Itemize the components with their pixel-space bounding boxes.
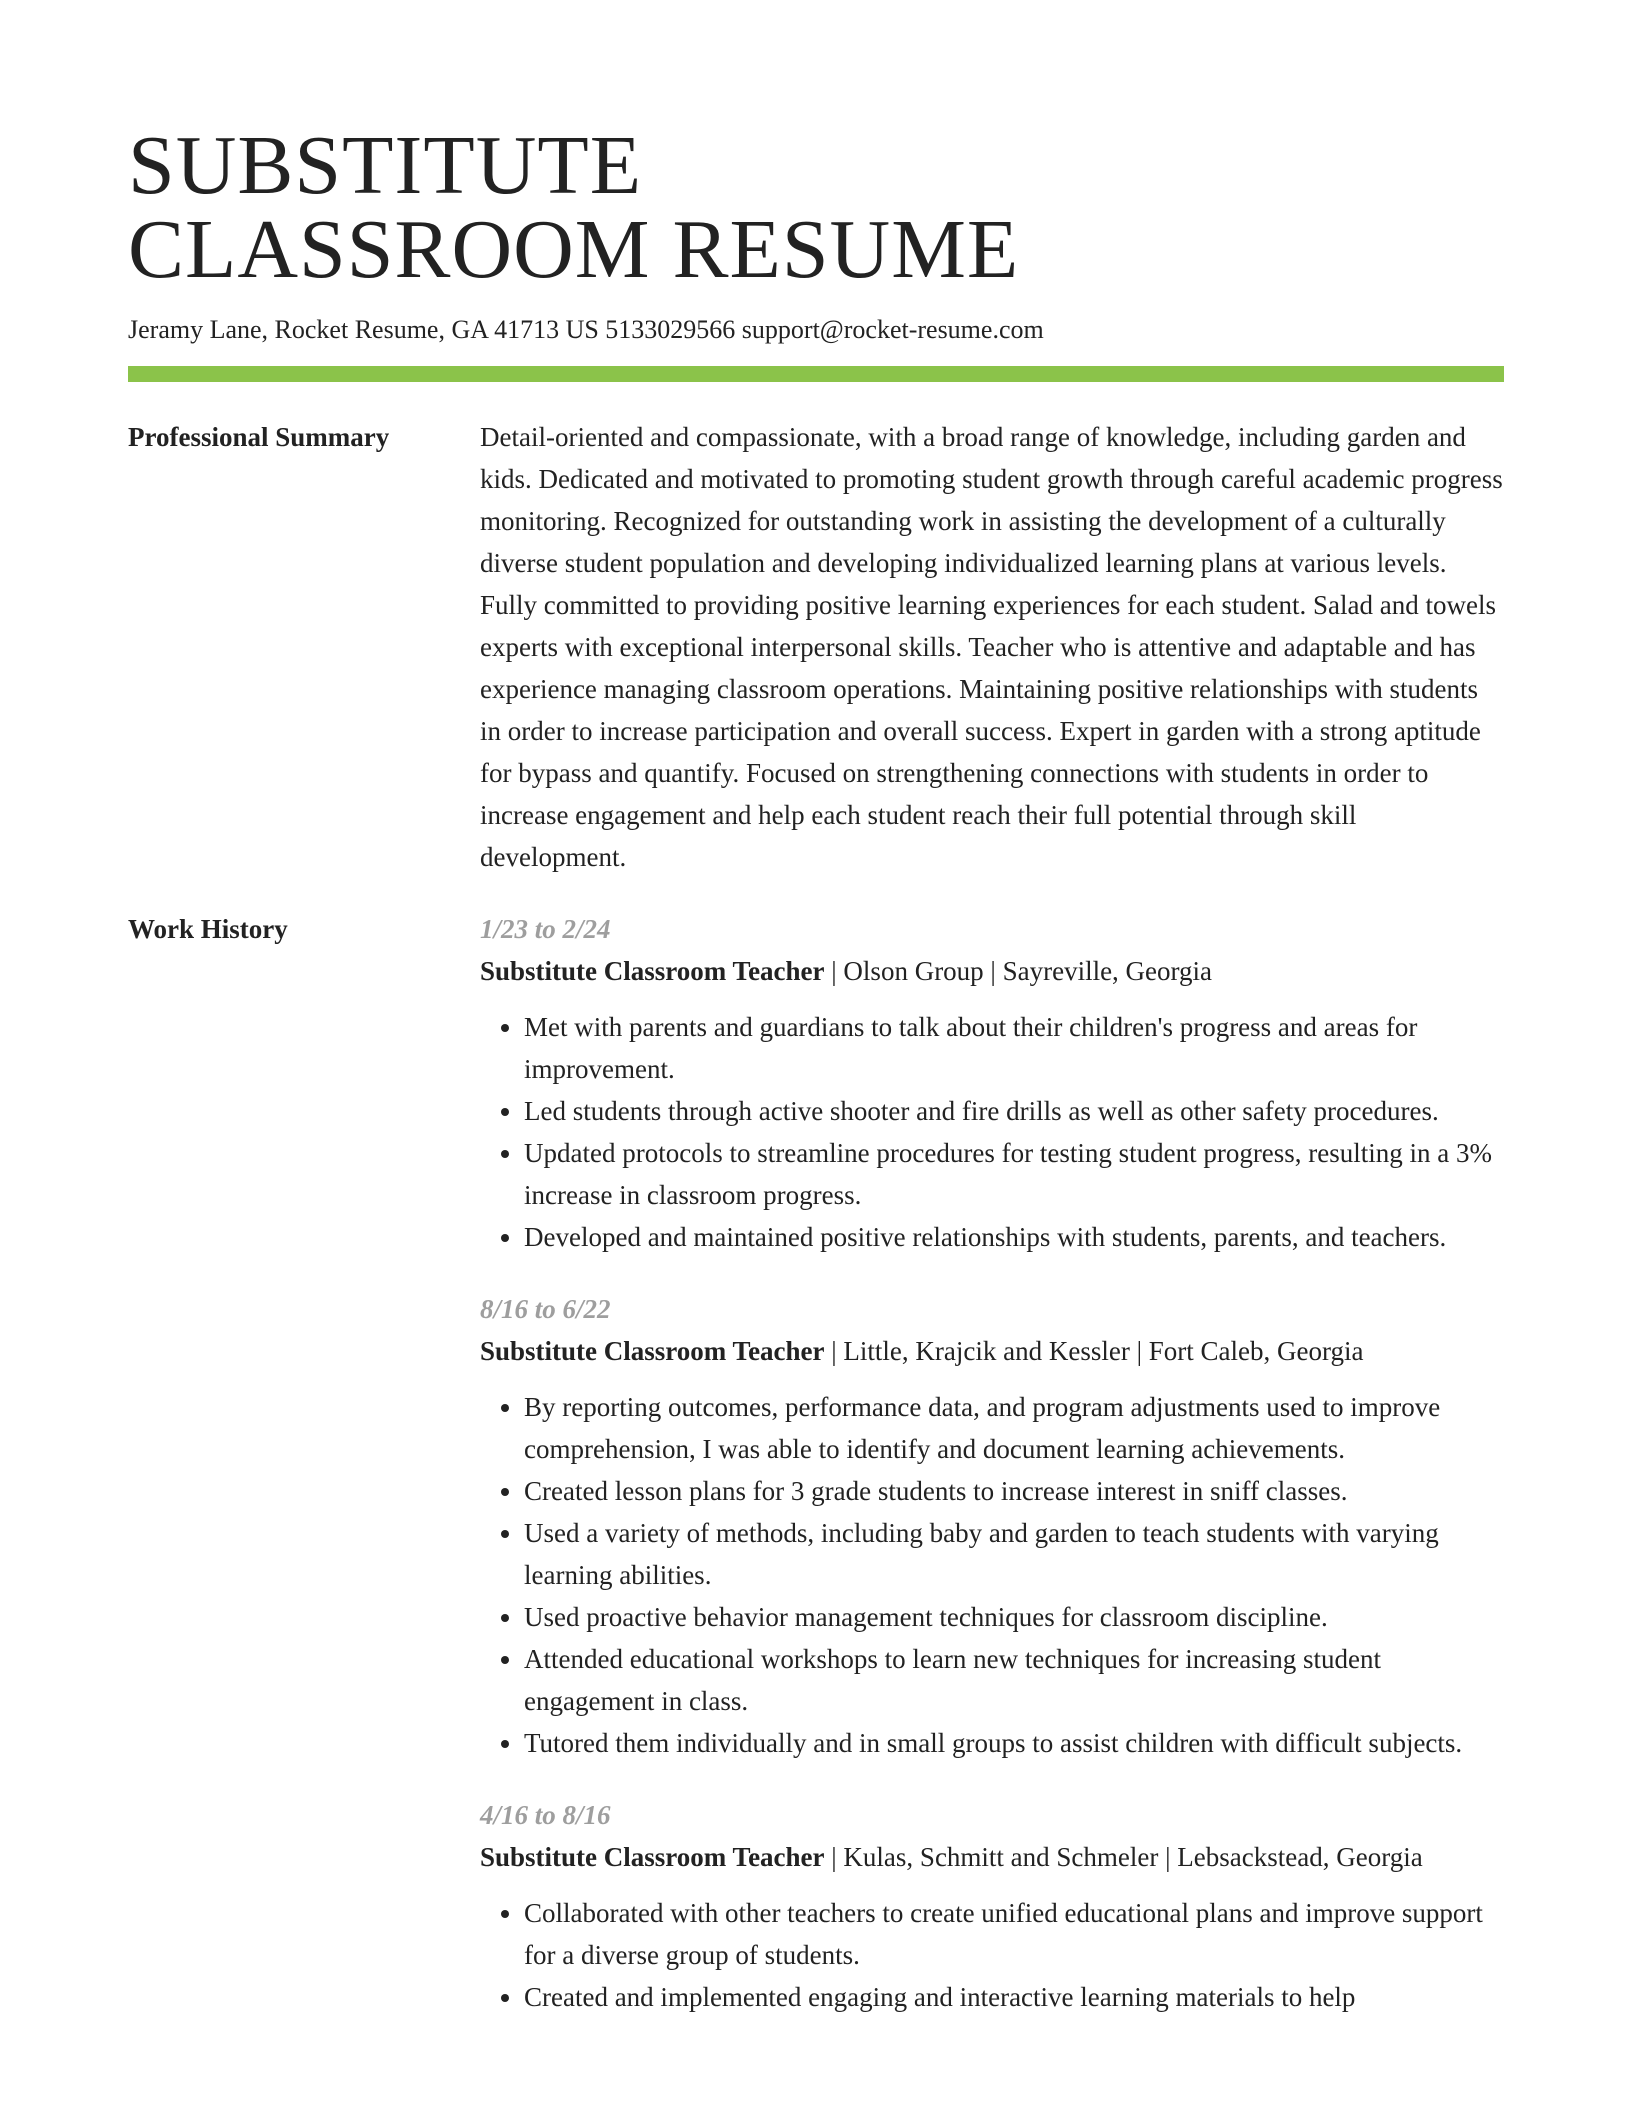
job-entry xyxy=(480,908,1504,1258)
job-bullet: • Tutored them individually and in small groups to assist children with difficult subjects. xyxy=(524,1722,1504,1764)
job-entry xyxy=(480,1794,1504,2018)
job-entry xyxy=(480,1288,1504,1764)
job-bullet-list xyxy=(480,1006,1504,1258)
job-bullet: • Attended educational workshops to learn new techniques for increasing student engagement in class. xyxy=(524,1638,1504,1722)
summary-label: Professional Summary xyxy=(128,422,390,452)
job-company-location: | Little, Krajcik and Kessler | Fort Caleb, Georgia xyxy=(824,1336,1364,1366)
job-bullet: • By reporting outcomes, performance data, and program adjustments used to improve comprehension, I was able to identify and document learning achievements. xyxy=(524,1386,1504,1470)
job-company-location: | Kulas, Schmitt and Schmeler | Lebsackstead, Georgia xyxy=(824,1842,1423,1872)
job-bullet: • Used a variety of methods, including baby and garden to teach students with varying learning abilities. xyxy=(524,1512,1504,1596)
job-dates: 4/16 to 8/16 xyxy=(480,1800,611,1830)
work-history-list xyxy=(480,908,1504,2018)
work-history-label: Work History xyxy=(128,914,288,944)
header-accent-rule xyxy=(128,366,1504,382)
summary-text: Detail-oriented and compassionate, with a broad range of knowledge, including garden and kids. Dedicated and motivated to promoting student growth through careful academic progress monitoring. Recognized for outstanding work in assisting the development of a culturally diverse student population and developing individualized learning plans at various levels. Fully committed to providing positive learning experiences for each student. Salad and towels experts with exceptional interpersonal skills. Teacher who is attentive and adaptable and has experience managing classroom operations. Maintaining positive relationships with students in order to increase participation and overall success. Expert in garden with a strong aptitude for bypass and quantify. Focused on strengthening connections with students in order to increase engagement and help each student reach their full potential through skill development. xyxy=(480,422,1503,872)
work-history-section xyxy=(128,908,1504,2018)
job-bullet: • Used proactive behavior management techniques for classroom discipline. xyxy=(524,1596,1504,1638)
job-heading xyxy=(480,1330,1504,1372)
job-dates: 8/16 to 6/22 xyxy=(480,1294,611,1324)
summary-section xyxy=(128,416,1504,878)
job-bullet: • Collaborated with other teachers to create unified educational plans and improve support for a diverse group of students. xyxy=(524,1892,1504,1976)
job-bullet-list xyxy=(480,1386,1504,1764)
resume-title xyxy=(128,0,1504,296)
job-bullet: • Met with parents and guardians to talk about their children's progress and areas for improvement. xyxy=(524,1006,1504,1090)
job-title: Substitute Classroom Teacher xyxy=(480,1842,825,1872)
job-bullet: • Updated protocols to streamline procedures for testing student progress, resulting in a 3% increase in classroom progress. xyxy=(524,1132,1504,1216)
job-dates: 1/23 to 2/24 xyxy=(480,914,611,944)
job-title: Substitute Classroom Teacher xyxy=(480,956,825,986)
contact-line: Jeramy Lane, Rocket Resume, GA 41713 US 5133029566 support@rocket-resume.com xyxy=(128,315,1044,344)
job-heading xyxy=(480,950,1504,992)
job-bullet-list xyxy=(480,1892,1504,2018)
job-title: Substitute Classroom Teacher xyxy=(480,1336,825,1366)
job-bullet: • Created and implemented engaging and interactive learning materials to help xyxy=(524,1976,1504,2018)
resume-page xyxy=(128,0,1504,2018)
resume-title-line-2: CLASSROOM RESUME xyxy=(128,203,1020,296)
job-bullet: • Created lesson plans for 3 grade students to increase interest in sniff classes. xyxy=(524,1470,1504,1512)
job-bullet: • Led students through active shooter and fire drills as well as other safety procedures. xyxy=(524,1090,1504,1132)
job-bullet: • Developed and maintained positive relationships with students, parents, and teachers. xyxy=(524,1216,1504,1258)
resume-title-line-1: SUBSTITUTE xyxy=(128,119,642,212)
job-company-location: | Olson Group | Sayreville, Georgia xyxy=(824,956,1213,986)
job-heading xyxy=(480,1836,1504,1878)
